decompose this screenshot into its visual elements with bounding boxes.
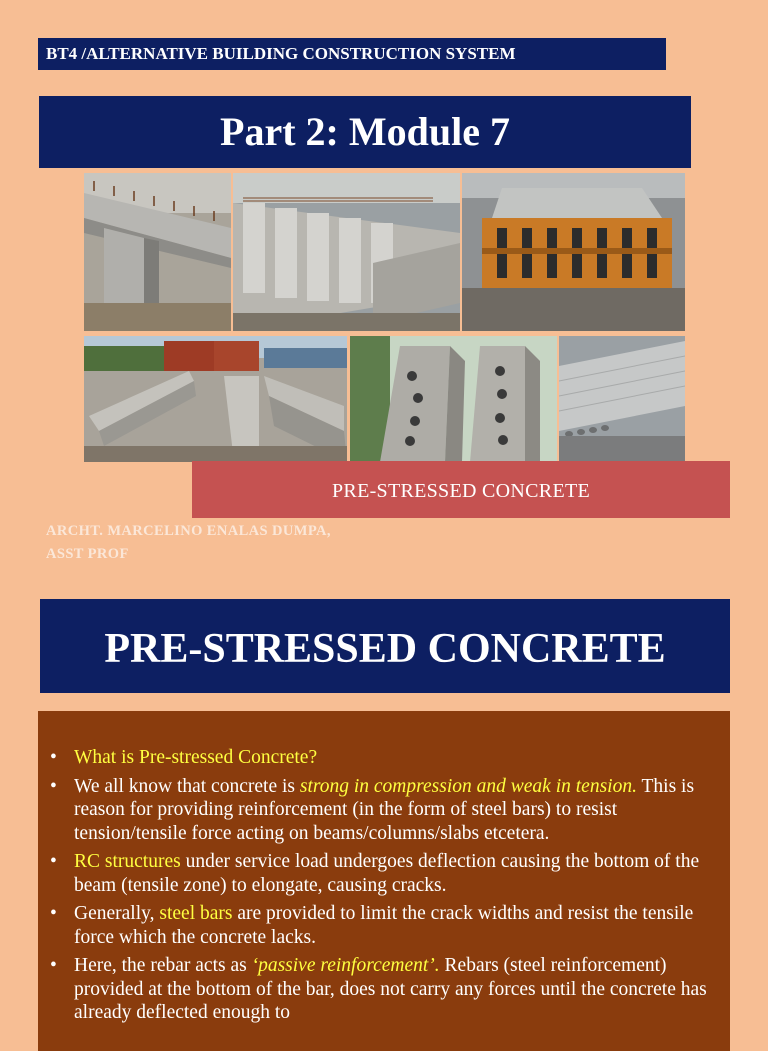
bullet-text: This is reason for providing reinforcement (in the form of steel bars) to resist tension/tensile force acting on beams/columns/slabs etcetera.: [74, 775, 695, 844]
photo-girders-row: [233, 173, 460, 331]
subtitle-banner: PRE-STRESSED CONCRETE: [192, 461, 730, 518]
highlight-text: steel bars: [159, 903, 233, 924]
photo-anchorages: [350, 336, 557, 462]
highlight-text: RC structures: [74, 851, 181, 872]
photo-hollow-core-slab: [559, 336, 685, 462]
bullet-item: [46, 746, 718, 770]
bullet-item: [46, 775, 718, 846]
bullet-question: What is Pre-stressed Concrete?: [74, 747, 318, 768]
photo-stacked-piles-image: [84, 336, 347, 462]
bullet-item: [46, 850, 718, 897]
bullet-text: are provided to limit the crack widths and resist the tensile force which the concrete lacks.: [74, 903, 694, 948]
photo-anchorages-image: [350, 336, 557, 462]
photo-precast-beam-image: [84, 173, 231, 331]
highlight-text: strong in compression: [299, 775, 472, 797]
content-panel: [38, 711, 730, 1051]
bullet-text: Here, the rebar acts as: [74, 955, 252, 976]
author-title: ASST PROF: [46, 546, 129, 562]
bullet-text: under service load undergoes deflection causing the bottom of the beam (tensile zone) to elongate, causing cracks.: [74, 851, 700, 896]
photo-girders-row-image: [233, 173, 460, 331]
highlight-text: weak in tension.: [510, 775, 637, 797]
bullet-item: [46, 902, 718, 949]
bullet-text: Rebars (steel reinforcement) provided at the bottom of the bar, does not carry any forces until the concrete has already deflected enough to: [74, 955, 707, 1023]
section-title: PRE-STRESSED CONCRETE: [40, 599, 730, 693]
course-header: BT4 /ALTERNATIVE BUILDING CONSTRUCTION SYSTEM: [38, 38, 666, 70]
author-block: [46, 520, 331, 566]
photo-prestress-jack-image: [462, 173, 685, 331]
module-title: Part 2: Module 7: [39, 96, 691, 168]
photo-hollow-core-slab-image: [559, 336, 685, 462]
author-name: ARCHT. MARCELINO ENALAS DUMPA,: [46, 523, 331, 539]
photo-precast-beam: [84, 173, 231, 331]
photo-prestress-jack: [462, 173, 685, 331]
photo-stacked-piles: [84, 336, 347, 462]
highlight-text: and: [471, 775, 511, 797]
bullet-text: We all know that concrete is: [74, 775, 300, 797]
bullet-text: Generally,: [74, 903, 160, 924]
bullet-list: [46, 746, 718, 1025]
highlight-text: ‘passive reinforcement’.: [251, 955, 440, 976]
bullet-item: [46, 954, 718, 1025]
